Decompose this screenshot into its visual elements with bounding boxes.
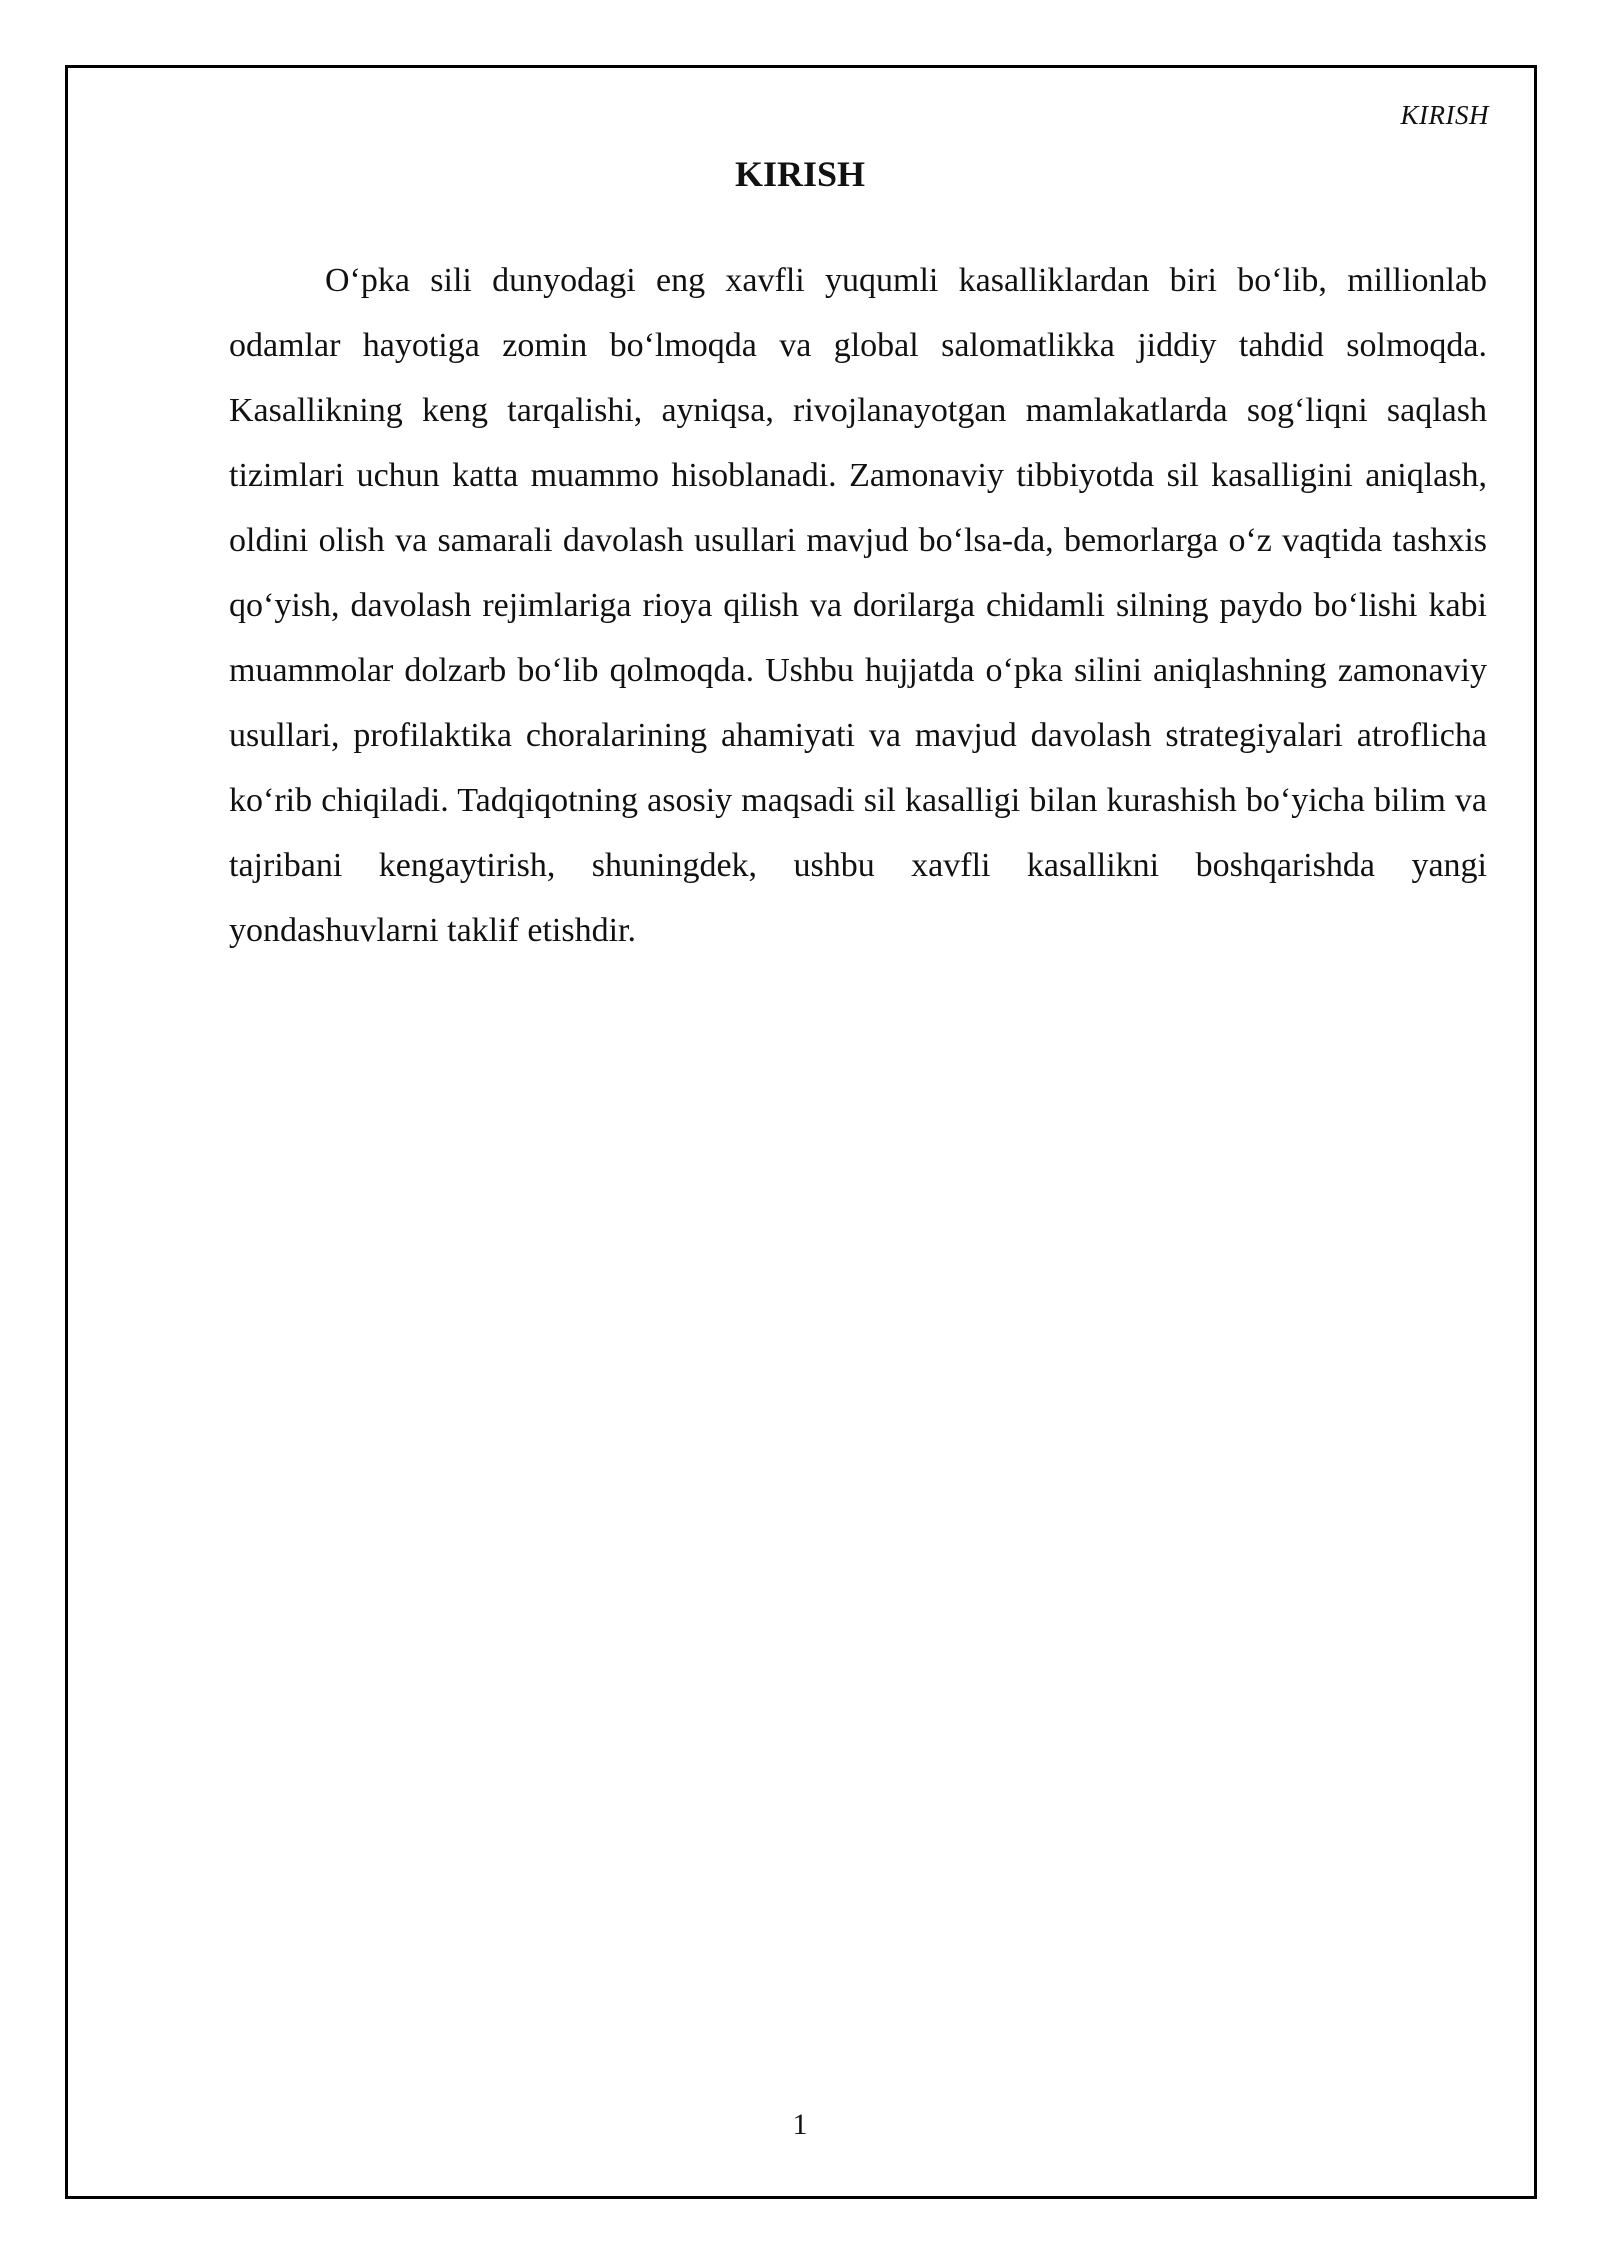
page-title: KIRISH bbox=[734, 154, 866, 194]
page-number: 1 bbox=[792, 2108, 808, 2141]
body-paragraph: O‘pka sili dunyodagi eng xavfli yuqumli kasalliklardan biri bo‘lib, millionlab odamlar hayotiga zomin bo‘lmoqda va global salomatlikka jiddiy tahdid solmoqda. Kasallikning keng tarqalishi, ayniqsa, rivojlanayotgan mamlakatlarda sog‘liqni saqlash tizimlari uchun katta muammo hisoblanadi. Zamonaviy tibbiyotda sil kasalligini aniqlash, oldini olish va samarali davolash usullari mavjud bo‘lsa-da, bemorlarga o‘z vaqtida tashxis qo‘yish, davolash rejimlariga rioya qilish va dorilarga chidamli silning paydo bo‘lishi kabi muammolar dolzarb bo‘lib qolmoqda. Ushbu hujjatda o‘pka silini aniqlashning zamonaviy usullari, profilaktika choralarining ahamiyati va mavjud davolash strategiyalari atroflicha ko‘rib chiqiladi. Tadqiqotning asosiy maqsadi sil kasalligi bilan kurashish bo‘yicha bilim va tajribani kengaytirish, shuningdek, ushbu xavfli kasallikni boshqarishda yangi yondashuvlarni taklif etishdir. bbox=[229, 262, 1487, 949]
running-header: KIRISH bbox=[1400, 100, 1489, 130]
